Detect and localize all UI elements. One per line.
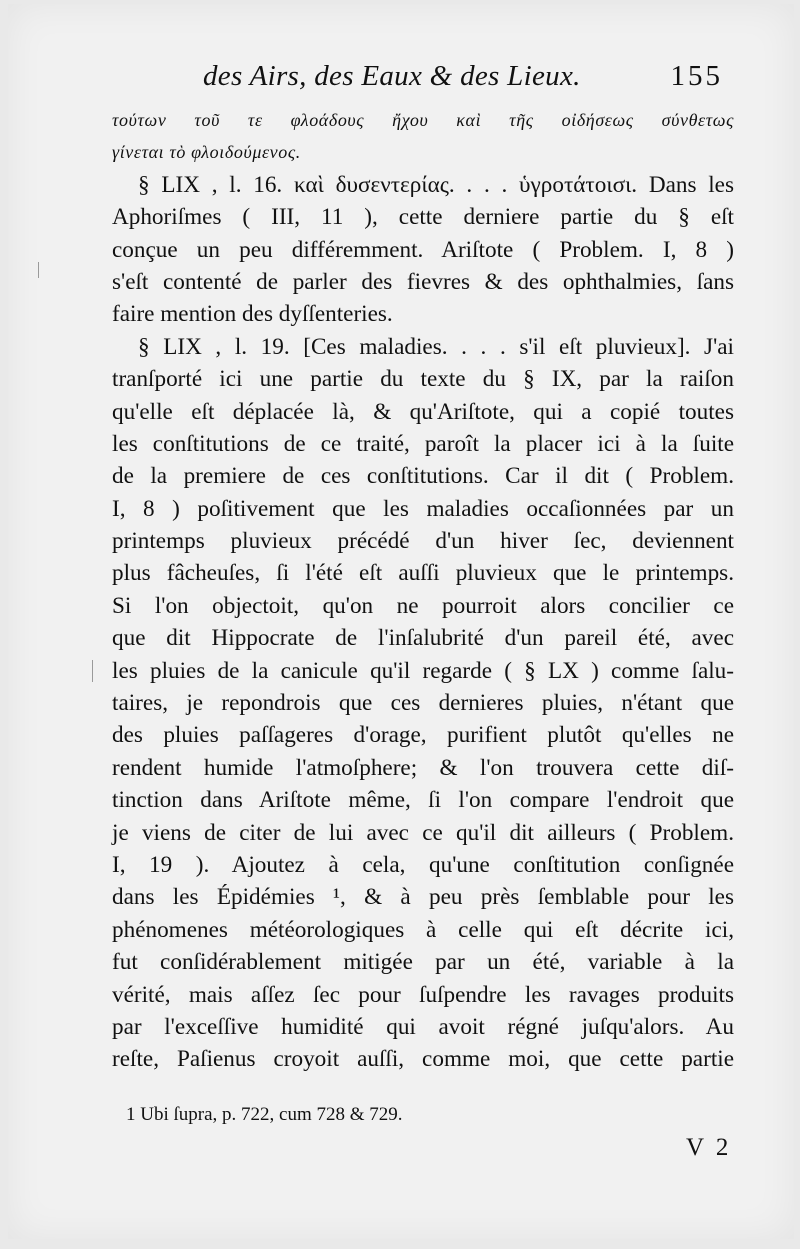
- text-line: par l'exceſſive humidité qui avoit régné juſqu'alors. Au: [112, 1013, 734, 1040]
- text-line: phénomenes météorologiques à celle qui eſt décrite ici,: [112, 916, 734, 943]
- text-line: plus fâcheuſes, ſi l'été eſt auſſi pluvieux que le printemps.: [112, 560, 734, 587]
- page-number: 155: [670, 60, 723, 92]
- margin-mark: [92, 660, 93, 682]
- text-line: s'eſt contenté de parler des fievres & des ophthalmies, ſans: [112, 268, 734, 295]
- text-line: tranſporté ici une partie du texte du § IX, par la raiſon: [112, 366, 734, 393]
- text-line: faire mention des dyſſenteries.: [112, 301, 393, 328]
- text-line: les conſtitutions de ce traité, paroît la placer ici à la ſuite: [112, 430, 734, 457]
- book-page: [8, 4, 794, 1239]
- signature-mark: V 2: [686, 1134, 732, 1161]
- margin-mark: [38, 262, 39, 278]
- text-line: qu'elle eſt déplacée là, & qu'Ariſtote, qui a copié toutes: [112, 398, 734, 425]
- text-line: rendent humide l'atmoſphere; & l'on trouvera cette diſ-: [112, 754, 734, 781]
- text-line: γίνεται τὸ φλοιδούμενος.: [112, 142, 301, 163]
- text-line: I, 8 ) poſitivement que les maladies occaſionnées par un: [112, 495, 734, 522]
- text-line: des pluies paſſageres d'orage, purifient plutôt qu'elles ne: [112, 722, 734, 749]
- text-line: les pluies de la canicule qu'il regarde ( § LX ) comme ſalu-: [112, 657, 734, 684]
- text-line: reſte, Paſienus croyoit auſſi, comme moi, que cette partie: [112, 1046, 734, 1073]
- text-line: de la premiere de ces conſtitutions. Car il dit ( Problem.: [112, 463, 734, 490]
- text-line: § LIX , l. 16. καὶ δυσεντερίας. . . . ὑγροτάτοισι. Dans les: [138, 171, 734, 198]
- text-line: printemps pluvieux précédé d'un hiver ſec, deviennent: [112, 528, 734, 555]
- text-line: τούτων τοῦ τε φλοάδους ἤχου καὶ τῆς οἰδήσεως σύνθετως: [112, 110, 734, 130]
- text-line: fut conſidérablement mitigée par un été, variable à la: [112, 949, 734, 976]
- page-header: [203, 60, 723, 100]
- text-line: tinction dans Ariſtote même, ſi l'on compare l'endroit que: [112, 787, 734, 814]
- text-line: Aphoriſmes ( III, 11 ), cette derniere partie du § eſt: [112, 204, 734, 231]
- body-text: [112, 104, 734, 1076]
- text-line: taires, je repondrois que ces dernieres pluies, n'étant que: [112, 690, 734, 717]
- text-line: que dit Hippocrate de l'inſalubrité d'un pareil été, avec: [112, 625, 734, 652]
- running-title: des Airs, des Eaux & des Lieux.: [203, 60, 581, 92]
- text-line: vérité, mais aſſez ſec pour ſuſpendre les ravages produits: [112, 981, 734, 1008]
- text-line: I, 19 ). Ajoutez à cela, qu'une conſtitution conſignée: [112, 851, 734, 878]
- text-line: § LIX , l. 19. [Ces maladies. . . . s'il eſt pluvieux]. J'ai: [138, 333, 734, 360]
- text-line: dans les Épidémies ¹, & à peu près ſemblable pour les: [112, 884, 734, 911]
- footnote: 1 Ubi ſupra, p. 722, cum 728 & 729.: [126, 1104, 403, 1125]
- text-line: conçue un peu différemment. Ariſtote ( Problem. I, 8 ): [112, 236, 734, 263]
- text-line: je viens de citer de lui avec ce qu'il dit ailleurs ( Problem.: [112, 819, 734, 846]
- text-line: Si l'on objectoit, qu'on ne pourroit alors concilier ce: [112, 592, 734, 619]
